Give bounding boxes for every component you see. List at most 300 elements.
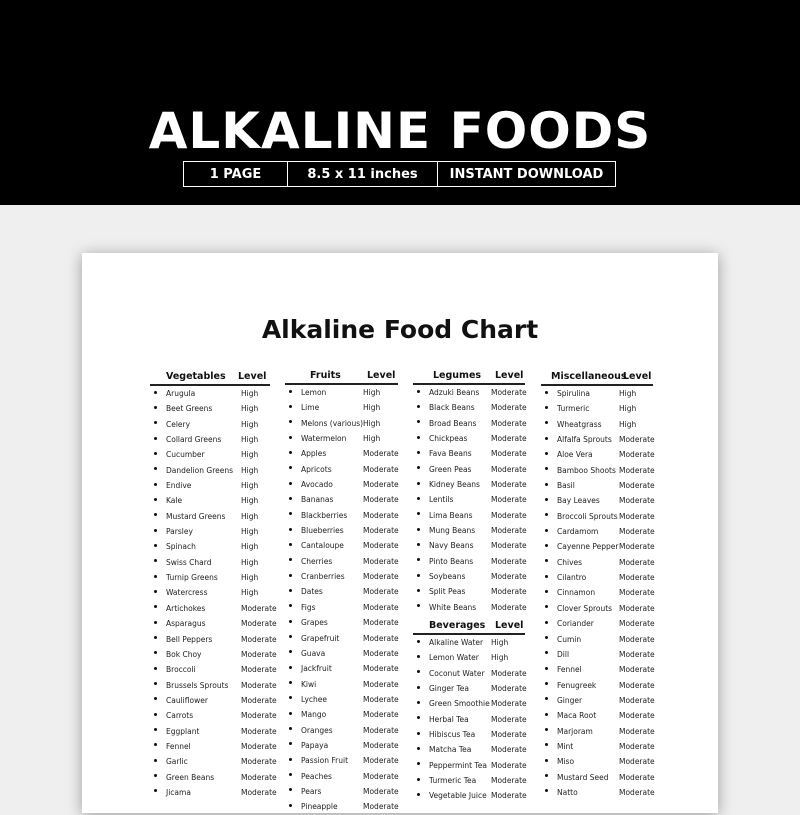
bullet-icon	[289, 420, 292, 423]
food-row	[541, 708, 653, 723]
food-level: Moderate	[491, 495, 527, 505]
bullet-icon	[289, 773, 292, 776]
food-name: Turmeric Tea	[429, 776, 477, 786]
food-name: Maca Root	[557, 711, 597, 721]
food-level: Moderate	[619, 711, 655, 721]
food-level: Moderate	[363, 725, 399, 735]
column-header	[541, 364, 653, 386]
food-name: Chives	[557, 557, 583, 567]
food-row	[541, 770, 653, 785]
bullet-icon	[289, 727, 292, 730]
bullet-icon	[417, 793, 420, 796]
food-level: High	[241, 481, 259, 491]
food-level: High	[619, 419, 637, 429]
bullet-icon	[545, 452, 548, 455]
food-row	[150, 417, 270, 432]
bullet-icon	[545, 728, 548, 731]
bullet-icon	[545, 789, 548, 792]
food-level: Moderate	[363, 771, 399, 781]
food-level: Moderate	[491, 730, 527, 740]
food-name: Jackfruit	[301, 664, 332, 674]
food-row	[285, 677, 398, 692]
food-name: Chickpeas	[429, 434, 468, 444]
food-row	[150, 401, 270, 416]
column-title: Beverages	[429, 620, 486, 631]
food-level: Moderate	[619, 465, 655, 475]
food-row	[413, 758, 525, 773]
food-level: Moderate	[491, 480, 527, 490]
food-list	[413, 635, 525, 804]
food-name: Oranges	[301, 725, 333, 735]
food-row	[413, 508, 525, 523]
bullet-icon	[417, 574, 420, 577]
food-name: Cayenne Pepper	[557, 542, 619, 552]
bullet-icon	[289, 742, 292, 745]
food-row	[541, 417, 653, 432]
food-level: Moderate	[241, 741, 277, 751]
column-miscellaneous	[541, 364, 653, 800]
food-row	[541, 524, 653, 539]
food-row	[413, 431, 525, 446]
food-row	[285, 462, 398, 477]
food-level: Moderate	[241, 772, 277, 782]
bullet-icon	[417, 747, 420, 750]
bullet-icon	[154, 513, 157, 516]
bullet-icon	[154, 743, 157, 746]
food-name: Broad Beans	[429, 418, 477, 428]
food-name: Aloe Vera	[557, 450, 593, 460]
food-row	[541, 678, 653, 693]
food-level: Moderate	[491, 714, 527, 724]
food-name: Green Beans	[166, 772, 215, 782]
food-level: Moderate	[363, 572, 399, 582]
food-name: Basil	[557, 481, 575, 491]
bullet-icon	[289, 405, 292, 408]
food-row	[285, 707, 398, 722]
food-level: Moderate	[491, 464, 527, 474]
column-title: Legumes	[433, 370, 482, 381]
level-header: Level	[367, 370, 396, 381]
food-level: Moderate	[363, 710, 399, 720]
bullet-icon	[154, 467, 157, 470]
bullet-icon	[289, 436, 292, 439]
food-name: Mung Beans	[429, 526, 476, 536]
food-row	[150, 678, 277, 693]
food-name: Mustard Greens	[166, 511, 226, 521]
food-level: Moderate	[619, 787, 655, 797]
food-row	[413, 773, 525, 788]
food-name: Spirulina	[557, 389, 590, 398]
food-name: Peaches	[301, 771, 332, 781]
food-row	[413, 584, 525, 599]
food-row	[285, 661, 398, 676]
food-row	[150, 785, 277, 800]
food-level: Moderate	[363, 756, 399, 766]
bullet-icon	[417, 451, 420, 454]
bullet-icon	[289, 635, 292, 638]
food-row	[285, 477, 398, 492]
bullet-icon	[289, 804, 292, 807]
food-row	[285, 738, 398, 753]
bullet-icon	[417, 466, 420, 469]
column-title: Fruits	[310, 370, 341, 381]
food-name: Jicama	[166, 787, 191, 797]
food-row	[413, 400, 525, 415]
food-name: Cinnamon	[557, 588, 596, 598]
food-name: Cumin	[557, 634, 582, 644]
food-row	[285, 769, 398, 784]
food-level: Moderate	[363, 679, 399, 689]
food-level: High	[241, 557, 259, 567]
food-name: Kale	[166, 496, 183, 506]
food-row	[150, 463, 270, 478]
food-row	[285, 600, 398, 615]
food-name: Cantaloupe	[301, 541, 344, 551]
food-row	[150, 539, 270, 554]
bullet-icon	[417, 732, 420, 735]
food-level: Moderate	[491, 745, 527, 755]
food-level: Moderate	[363, 464, 399, 474]
banner-title: ALKALINE FOODS	[148, 102, 652, 160]
food-level: Moderate	[491, 776, 527, 786]
tag-download: INSTANT DOWNLOAD	[437, 162, 615, 186]
bullet-icon	[154, 590, 157, 593]
food-name: Watercress	[166, 588, 208, 598]
food-level: Moderate	[241, 649, 277, 659]
food-row	[541, 539, 653, 554]
food-row	[150, 754, 277, 769]
bullet-icon	[545, 621, 548, 624]
food-level: Moderate	[491, 526, 527, 536]
food-name: Fava Beans	[429, 449, 472, 459]
bullet-icon	[289, 650, 292, 653]
food-row	[541, 463, 653, 478]
bullet-icon	[417, 497, 420, 500]
bullet-icon	[545, 391, 548, 394]
food-name: Miso	[557, 757, 575, 767]
food-row	[285, 569, 398, 584]
food-level: Moderate	[363, 587, 399, 597]
food-level: Moderate	[491, 791, 527, 801]
food-row	[541, 432, 653, 447]
bullet-icon	[154, 651, 157, 654]
food-name: Artichokes	[166, 603, 206, 613]
food-level: High	[619, 404, 637, 414]
bullet-icon	[545, 759, 548, 762]
food-level: High	[491, 653, 509, 663]
bullet-icon	[154, 529, 157, 532]
tag-pages: 1 PAGE	[209, 166, 262, 182]
food-name: Matcha Tea	[429, 745, 472, 755]
food-name: Dill	[557, 649, 570, 659]
food-name: Vegetable Juice	[429, 791, 487, 801]
bullet-icon	[545, 682, 548, 685]
food-row	[285, 446, 398, 461]
bullet-icon	[154, 559, 157, 562]
column-vegetables	[150, 364, 277, 800]
food-row	[285, 431, 398, 446]
food-name: Grapes	[301, 618, 328, 628]
food-row	[150, 524, 270, 539]
food-level: Moderate	[619, 481, 655, 491]
bullet-icon	[289, 681, 292, 684]
food-name: White Beans	[429, 602, 477, 612]
food-row	[413, 650, 525, 665]
food-name: Bamboo Shoots	[557, 465, 616, 475]
food-level: Moderate	[619, 588, 655, 598]
food-row	[150, 386, 270, 401]
food-level: High	[363, 434, 381, 444]
food-name: Bay Leaves	[557, 496, 600, 506]
food-name: Grapefruit	[301, 633, 340, 643]
food-row	[150, 739, 277, 754]
food-name: Parsley	[166, 527, 193, 537]
food-row	[413, 696, 525, 711]
bullet-icon	[154, 421, 157, 424]
bullet-icon	[154, 774, 157, 777]
food-level: Moderate	[491, 541, 527, 551]
food-level: Moderate	[491, 556, 527, 566]
food-row	[541, 386, 653, 401]
food-name: Guava	[301, 648, 326, 658]
food-row	[285, 615, 398, 630]
food-row	[541, 601, 653, 616]
food-row	[541, 478, 653, 493]
food-row	[541, 401, 653, 416]
bullet-icon	[545, 498, 548, 501]
bullet-icon	[545, 697, 548, 700]
food-level: High	[241, 450, 259, 460]
food-name: Coconut Water	[429, 668, 485, 678]
food-row	[541, 632, 653, 647]
food-name: Lima Beans	[429, 510, 473, 520]
food-name: Adzuki Beans	[429, 388, 480, 397]
food-name: Turmeric	[557, 404, 590, 414]
food-level: High	[491, 638, 509, 647]
bullet-icon	[417, 686, 420, 689]
level-header: Level	[495, 620, 524, 631]
food-row	[285, 523, 398, 538]
bullet-icon	[545, 713, 548, 716]
bullet-icon	[154, 682, 157, 685]
food-name: Pinto Beans	[429, 556, 474, 566]
bullet-icon	[545, 590, 548, 593]
food-name: Hibiscus Tea	[429, 730, 476, 740]
food-row	[150, 432, 270, 447]
food-row	[541, 724, 653, 739]
bullet-icon	[417, 420, 420, 423]
food-row	[413, 416, 525, 431]
food-level: Moderate	[363, 664, 399, 674]
food-level: Moderate	[491, 602, 527, 612]
food-name: Cilantro	[557, 573, 587, 583]
food-row	[285, 554, 398, 569]
food-level: Moderate	[491, 388, 527, 397]
food-name: Kiwi	[301, 679, 317, 689]
food-level: Moderate	[619, 634, 655, 644]
column-header	[413, 613, 525, 635]
food-level: Moderate	[241, 665, 277, 675]
bullet-icon	[417, 655, 420, 658]
food-row	[285, 416, 398, 431]
food-name: Apples	[301, 449, 327, 459]
bullet-icon	[289, 712, 292, 715]
bullet-icon	[154, 605, 157, 608]
bullet-icon	[154, 498, 157, 501]
food-name: Wheatgrass	[557, 419, 602, 429]
food-level: Moderate	[619, 527, 655, 537]
bullet-icon	[417, 436, 420, 439]
food-level: Moderate	[363, 602, 399, 612]
food-row	[285, 508, 398, 523]
food-name: Mustard Seed	[557, 772, 609, 782]
bullet-icon	[289, 589, 292, 592]
food-row	[150, 493, 270, 508]
food-name: Green Peas	[429, 464, 472, 474]
header-banner	[0, 0, 800, 205]
bullet-icon	[154, 452, 157, 455]
food-level: Moderate	[241, 680, 277, 690]
food-name: Swiss Chard	[166, 557, 212, 567]
food-name: Mango	[301, 710, 327, 720]
food-level: Moderate	[619, 511, 655, 521]
bullet-icon	[545, 483, 548, 486]
food-name: Bananas	[301, 495, 334, 505]
column-header	[413, 363, 525, 385]
level-header: Level	[495, 370, 524, 381]
bullet-icon	[154, 391, 157, 394]
food-level: Moderate	[241, 787, 277, 797]
food-row	[285, 646, 398, 661]
food-level: Moderate	[619, 435, 655, 445]
food-row	[150, 447, 270, 462]
food-row	[413, 492, 525, 507]
bullet-icon	[154, 789, 157, 792]
food-name: Lentils	[429, 495, 454, 505]
food-level: Moderate	[619, 542, 655, 552]
bullet-icon	[154, 406, 157, 409]
food-level: Moderate	[363, 495, 399, 505]
food-name: Lemon	[301, 388, 327, 397]
food-row	[150, 478, 270, 493]
food-level: Moderate	[619, 726, 655, 736]
food-name: Bok Choy	[166, 649, 202, 659]
food-level: High	[363, 403, 381, 413]
food-level: Moderate	[491, 449, 527, 459]
bullet-icon	[154, 575, 157, 578]
food-row	[413, 446, 525, 461]
bullet-icon	[417, 528, 420, 531]
food-name: Blueberries	[301, 526, 344, 536]
food-row	[285, 784, 398, 799]
food-name: Melons (various)	[301, 418, 364, 428]
food-level: Moderate	[619, 496, 655, 506]
food-level: High	[241, 527, 259, 537]
food-row	[150, 708, 277, 723]
bullet-icon	[154, 759, 157, 762]
bullet-icon	[289, 696, 292, 699]
food-name: Ginger Tea	[429, 684, 470, 694]
food-row	[285, 799, 398, 814]
chart-title: Alkaline Food Chart	[261, 315, 539, 344]
bullet-icon	[289, 390, 292, 393]
bullet-icon	[545, 467, 548, 470]
bullet-icon	[289, 620, 292, 623]
column-header	[285, 363, 398, 385]
food-row	[413, 523, 525, 538]
food-name: Soybeans	[429, 572, 466, 582]
bullet-icon	[154, 544, 157, 547]
food-name: Lemon Water	[429, 653, 479, 663]
food-name: Herbal Tea	[429, 714, 469, 724]
food-level: Moderate	[241, 726, 277, 736]
bullet-icon	[289, 512, 292, 515]
food-level: Moderate	[363, 802, 399, 812]
bullet-icon	[289, 604, 292, 607]
food-level: Moderate	[491, 418, 527, 428]
tag-size: 8.5 x 11 inches	[287, 162, 437, 186]
food-level: High	[241, 404, 259, 414]
food-name: Black Beans	[429, 403, 475, 413]
food-level: Moderate	[619, 757, 655, 767]
food-name: Cherries	[301, 556, 333, 566]
food-name: Lime	[301, 403, 320, 413]
food-row	[541, 754, 653, 769]
bullet-icon	[417, 589, 420, 592]
bullet-icon	[154, 483, 157, 486]
bullet-icon	[289, 758, 292, 761]
bullet-icon	[417, 604, 420, 607]
food-name: Alkaline Water	[429, 638, 484, 647]
food-level: High	[363, 388, 381, 397]
food-row	[150, 662, 277, 677]
food-row	[413, 554, 525, 569]
food-row	[541, 493, 653, 508]
bullet-icon	[154, 621, 157, 624]
food-row	[285, 723, 398, 738]
food-level: Moderate	[491, 587, 527, 597]
food-name: Figs	[301, 602, 316, 612]
food-level: High	[241, 465, 259, 475]
food-level: Moderate	[363, 694, 399, 704]
food-level: Moderate	[363, 480, 399, 490]
food-row	[413, 385, 525, 400]
food-level: Moderate	[363, 633, 399, 643]
food-level: Moderate	[363, 618, 399, 628]
food-level: High	[241, 435, 259, 445]
bullet-icon	[417, 701, 420, 704]
food-level: Moderate	[363, 648, 399, 658]
bullet-icon	[417, 558, 420, 561]
bullet-icon	[417, 543, 420, 546]
food-level: Moderate	[363, 541, 399, 551]
food-level: High	[241, 496, 259, 506]
food-name: Lychee	[301, 694, 328, 704]
food-name: Bell Peppers	[166, 634, 213, 644]
food-name: Alfalfa Sprouts	[557, 435, 612, 445]
food-level: High	[241, 419, 259, 429]
food-row	[285, 692, 398, 707]
food-name: Cauliflower	[166, 695, 208, 705]
food-level: Moderate	[491, 434, 527, 444]
food-row	[541, 447, 653, 462]
food-list	[150, 386, 277, 800]
food-level: Moderate	[363, 740, 399, 750]
food-level: Moderate	[363, 556, 399, 566]
food-level: High	[241, 573, 259, 583]
food-name: Endive	[166, 481, 192, 491]
bullet-icon	[154, 636, 157, 639]
